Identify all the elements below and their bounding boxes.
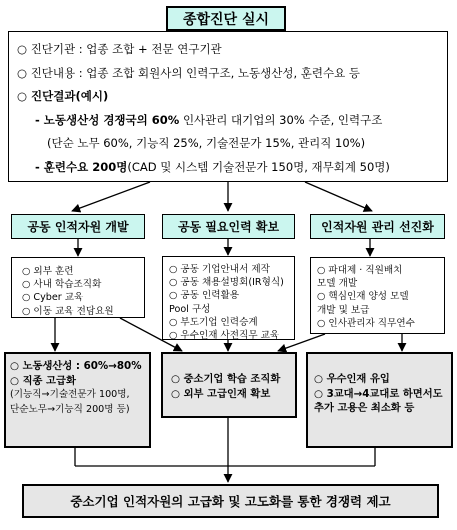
outcome-left-item: (기능직→기술전문가 100명, bbox=[10, 389, 130, 400]
final-goal: 중소기업 인적자원의 고급화 및 고도화를 통한 경쟁력 제고 bbox=[22, 484, 439, 518]
outcome-left-item: ○ 노동생산성 : 60%→80% bbox=[10, 360, 142, 372]
detail-middle-item: ○ 공동 기업안내서 제작 bbox=[169, 264, 270, 275]
arrow-main-to-right bbox=[305, 182, 372, 211]
detail-hr-development bbox=[11, 257, 145, 318]
training-demand-bold: - 훈련수요 200명 bbox=[35, 160, 128, 174]
detail-middle-item: ○ 공동 채용설명회(IR형식) bbox=[169, 277, 284, 289]
category-workforce-securing: 공동 필요인력 확보 bbox=[162, 214, 295, 239]
detail-left-item: ○ Cyber 교육 bbox=[22, 292, 84, 304]
detail-right-item: ○ 핵심인재 양성 모델 bbox=[317, 291, 409, 303]
outcome-middle-item: ○ 외부 고급인재 확보 bbox=[171, 387, 271, 400]
outcome-middle-item: ○ 중소기업 학습 조직화 bbox=[171, 373, 281, 385]
training-demand-rest: (CAD 및 시스템 기술전문가 150명, 재무회계 50명) bbox=[127, 160, 390, 174]
detail-left-item: ○ 이동 교육 전담요원 bbox=[22, 305, 114, 317]
detail-left-item: ○ 외부 훈련 bbox=[22, 266, 74, 277]
diagnosis-title: 종합진단 실시 bbox=[166, 6, 286, 31]
outcome-left-item: 단순노무→기능직 200명 등) bbox=[10, 403, 130, 415]
productivity-bold: - 노동생산성 경쟁국의 60% bbox=[35, 113, 180, 127]
detail-left-item: ○ 사내 학습조직화 bbox=[22, 279, 102, 291]
diagnosis-result-heading: ○ 진단결과(예시) bbox=[17, 89, 109, 103]
detail-right-item: 개발 및 보급 bbox=[317, 304, 370, 316]
outcome-hr-management bbox=[306, 352, 453, 448]
detail-middle-item: ○ 공동 인력활용 bbox=[169, 290, 240, 302]
outcome-right-item: ○ 3교대→4교대로 하면서도 bbox=[314, 387, 443, 400]
detail-right-item: ○ 파대제 · 직원배치 bbox=[317, 265, 403, 276]
detail-hr-management bbox=[310, 257, 445, 334]
detail-middle-item: ○ 부도기업 인력승계 bbox=[169, 316, 258, 328]
diagnosis-content-line: ○ 진단내용 : 업종 조합 회원사의 인력구조, 노동생산성, 훈련수요 등 bbox=[17, 66, 360, 80]
productivity-line bbox=[35, 112, 382, 128]
detail-right-item: 모델 개발 bbox=[317, 278, 358, 290]
detail-middle-item: ○ 우수인재 사전직무 교육 bbox=[169, 330, 280, 342]
workforce-structure-line: (단순 노무 60%, 기능직 25%, 기술전문가 15%, 관리직 10%) bbox=[47, 136, 366, 150]
detail-workforce-securing bbox=[162, 256, 295, 340]
category-hr-development: 공동 인적자원 개발 bbox=[11, 214, 145, 239]
category-hr-management: 인적자원 관리 선진화 bbox=[310, 214, 445, 239]
outcome-right-item: ○ 우수인재 유입 bbox=[314, 373, 390, 385]
detail-right-item: ○ 인사관리자 직무연수 bbox=[317, 317, 415, 329]
arrow-main-to-left bbox=[72, 182, 150, 211]
training-demand-line bbox=[35, 159, 390, 175]
outcome-workforce-securing bbox=[161, 352, 297, 418]
outcome-left-item: ○ 직종 고급화 bbox=[10, 374, 76, 387]
diagnosis-summary-box bbox=[8, 31, 448, 182]
productivity-rest: 인사관리 대기업의 30% 수준, 인력구조 bbox=[179, 113, 383, 127]
outcome-hr-development bbox=[4, 352, 151, 448]
outcome-right-item: 추가 고용은 최소화 등 bbox=[314, 402, 415, 414]
detail-middle-item: Pool 구성 bbox=[169, 303, 211, 315]
diagnosis-agency-line: ○ 진단기관 : 업종 조합 + 전문 연구기관 bbox=[17, 42, 222, 56]
